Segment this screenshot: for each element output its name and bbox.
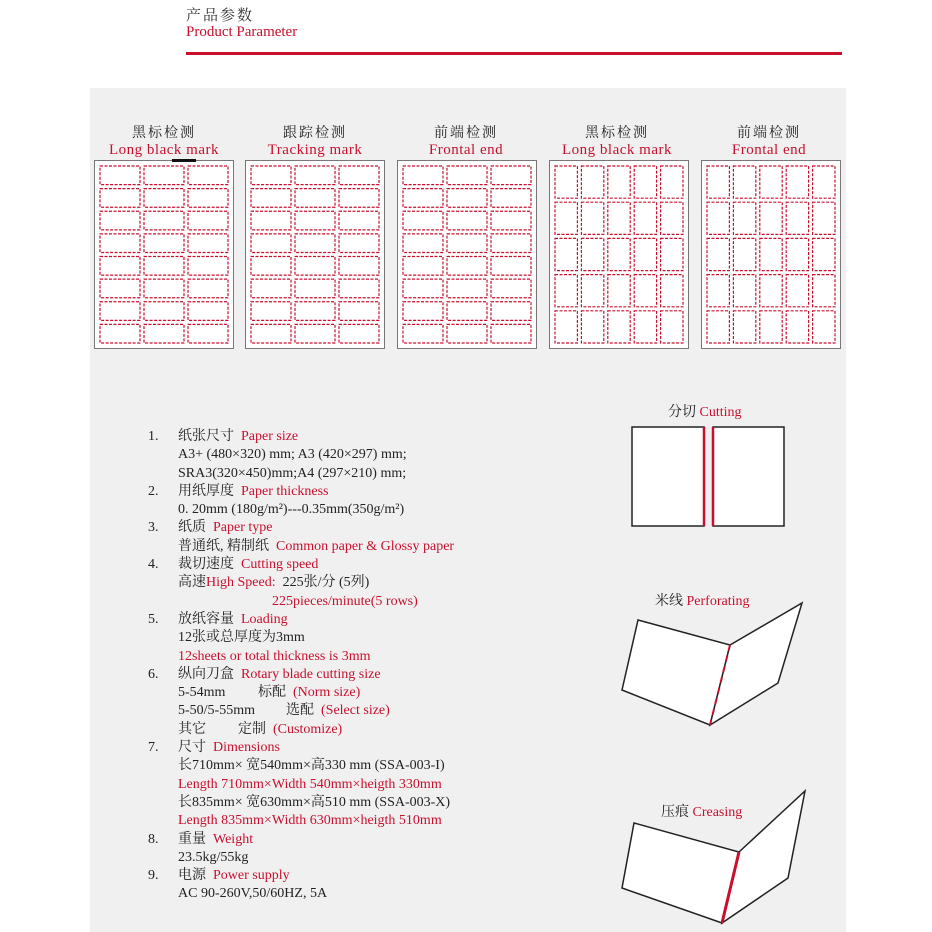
speed-value-cn: 225张/分 (5列) xyxy=(282,575,370,591)
spec-number: 9. xyxy=(148,868,159,884)
label-cell xyxy=(733,275,755,307)
label-cell xyxy=(555,202,577,234)
blade-option-cn: 标配 xyxy=(258,685,286,701)
label-cell xyxy=(813,275,835,307)
label-cell xyxy=(447,166,487,185)
creasing-diagram xyxy=(620,788,810,928)
sheet-label-3 xyxy=(391,122,541,158)
spec-number: 1. xyxy=(148,429,159,444)
label-cell xyxy=(100,189,140,208)
label-cell xyxy=(188,189,228,208)
label-cell xyxy=(786,311,808,343)
label-cell xyxy=(339,302,379,321)
spec-detail: AC 90-260V,50/60HZ, 5A xyxy=(178,886,328,902)
sheet-label-cn: 黑标检测 xyxy=(585,126,649,141)
spec-en: Rotary blade cutting size xyxy=(241,666,381,682)
spec-detail xyxy=(148,721,608,739)
spec-cn: 重量 xyxy=(178,831,206,847)
label-grid xyxy=(550,161,688,348)
speed-cn: 高速 xyxy=(178,575,206,591)
spec-detail: 0. 20mm (180g/m²)---0.35mm(350g/m²) xyxy=(178,502,405,518)
label-cell xyxy=(144,234,184,253)
spec-item-9 xyxy=(148,867,608,885)
label-cell xyxy=(188,302,228,321)
label-cell xyxy=(447,189,487,208)
label-cell xyxy=(403,257,443,276)
label-cell xyxy=(634,166,656,198)
fold-panel-left xyxy=(622,823,739,923)
label-cell xyxy=(813,166,835,198)
label-cell xyxy=(581,311,603,343)
label-cell xyxy=(760,166,782,198)
blade-size: 5-54mm xyxy=(178,685,226,701)
label-cell xyxy=(634,311,656,343)
label-cell xyxy=(295,189,335,208)
spec-detail: A3+ (480×320) mm; A3 (420×297) mm; xyxy=(178,447,407,463)
header xyxy=(186,0,846,60)
label-cell xyxy=(251,302,291,321)
label-cell xyxy=(339,257,379,276)
spec-en: Weight xyxy=(213,831,254,847)
cutting-diagram xyxy=(620,420,800,535)
page-title-en: Product Parameter xyxy=(186,24,298,40)
cutting-label xyxy=(668,401,742,421)
diagram-label-cn: 米线 xyxy=(655,594,683,609)
label-cell xyxy=(733,202,755,234)
spec-number: 4. xyxy=(148,557,159,573)
label-cell xyxy=(733,166,755,198)
page-title-cn: 产品参数 xyxy=(186,8,255,24)
blade-option-en: (Select size) xyxy=(321,703,390,719)
label-cell xyxy=(760,275,782,307)
label-cell xyxy=(661,275,683,307)
label-cell xyxy=(608,275,630,307)
sheet-label-cn: 前端检测 xyxy=(434,126,498,141)
label-cell xyxy=(100,279,140,298)
label-cell xyxy=(295,279,335,298)
label-cell xyxy=(447,211,487,230)
label-cell xyxy=(581,238,603,270)
spec-detail xyxy=(148,574,608,592)
label-cell xyxy=(339,279,379,298)
spec-en: Dimensions xyxy=(213,740,280,756)
spec-detail xyxy=(148,702,608,720)
spec-detail xyxy=(148,538,608,556)
sheet-long-black-mark xyxy=(94,160,234,349)
label-cell xyxy=(661,311,683,343)
sheet-frontal-end-5x5 xyxy=(701,160,841,349)
label-cell xyxy=(295,166,335,185)
label-cell xyxy=(491,166,531,185)
label-cell xyxy=(188,279,228,298)
spec-number: 2. xyxy=(148,483,159,499)
label-cell xyxy=(447,279,487,298)
label-cell xyxy=(188,257,228,276)
label-cell xyxy=(491,189,531,208)
sheet-label-en: Long black mark xyxy=(109,142,219,158)
label-cell xyxy=(100,234,140,253)
spec-detail: 长710mm× 宽540mm×高330 mm (SSA-003-I) xyxy=(178,758,445,774)
label-cell xyxy=(403,302,443,321)
spec-detail: Length 835mm×Width 630mm×heigth 510mm xyxy=(178,813,442,829)
label-cell xyxy=(447,324,487,343)
label-cell xyxy=(491,302,531,321)
label-cell xyxy=(661,202,683,234)
label-cell xyxy=(251,279,291,298)
label-cell xyxy=(339,189,379,208)
label-cell xyxy=(555,238,577,270)
label-cell xyxy=(661,166,683,198)
label-cell xyxy=(403,279,443,298)
spec-item-2 xyxy=(148,483,608,501)
label-cell xyxy=(251,211,291,230)
label-cell xyxy=(295,257,335,276)
label-cell xyxy=(295,324,335,343)
label-grid xyxy=(95,161,233,348)
spec-list xyxy=(148,428,608,904)
label-cell xyxy=(144,257,184,276)
spec-cn: 纵向刀盒 xyxy=(178,666,234,682)
label-cell xyxy=(707,238,729,270)
diagram-label-en: Cutting xyxy=(699,405,742,420)
header-rule xyxy=(186,52,842,55)
blade-size: 其它 xyxy=(178,721,206,737)
perforating-diagram xyxy=(620,595,810,735)
paper-type-en: Common paper & Glossy paper xyxy=(276,538,455,554)
label-cell xyxy=(188,166,228,185)
label-cell xyxy=(144,211,184,230)
label-cell xyxy=(786,166,808,198)
label-cell xyxy=(339,324,379,343)
spec-detail: 23.5kg/55kg xyxy=(178,849,249,865)
label-cell xyxy=(581,166,603,198)
label-cell xyxy=(707,311,729,343)
spec-en: Paper size xyxy=(241,429,299,444)
label-cell xyxy=(760,238,782,270)
label-cell xyxy=(707,166,729,198)
label-cell xyxy=(403,211,443,230)
spec-cn: 电源 xyxy=(178,868,206,884)
spec-item-7 xyxy=(148,739,608,757)
label-cell xyxy=(661,238,683,270)
label-cell xyxy=(295,234,335,253)
spec-en: Cutting speed xyxy=(241,557,319,573)
sheet-label-cn: 黑标检测 xyxy=(132,126,196,141)
label-cell xyxy=(188,324,228,343)
label-cell xyxy=(447,257,487,276)
label-cell xyxy=(786,202,808,234)
label-cell xyxy=(608,166,630,198)
blade-option-en: (Customize) xyxy=(273,721,343,737)
spec-item-3 xyxy=(148,519,608,537)
label-cell xyxy=(760,311,782,343)
label-cell xyxy=(634,202,656,234)
label-cell xyxy=(295,302,335,321)
label-cell xyxy=(144,302,184,321)
label-cell xyxy=(608,202,630,234)
sheet-long-black-mark-5x5 xyxy=(549,160,689,349)
blade-option-cn: 选配 xyxy=(286,703,314,719)
label-cell xyxy=(733,238,755,270)
sheet-label-en: Frontal end xyxy=(428,142,504,158)
spec-detail: 12sheets or total thickness is 3mm xyxy=(178,648,371,664)
label-cell xyxy=(403,166,443,185)
label-cell xyxy=(634,275,656,307)
label-cell xyxy=(144,279,184,298)
cut-sheet-right xyxy=(713,427,784,526)
label-cell xyxy=(403,189,443,208)
label-cell xyxy=(733,311,755,343)
label-cell xyxy=(100,211,140,230)
spec-number: 6. xyxy=(148,666,159,682)
spec-detail: 长835mm× 宽630mm×高510 mm (SSA-003-X) xyxy=(178,794,451,810)
label-grid xyxy=(246,161,384,348)
label-cell xyxy=(447,234,487,253)
label-cell xyxy=(555,275,577,307)
label-cell xyxy=(144,324,184,343)
label-cell xyxy=(608,238,630,270)
spec-detail: 12张或总厚度为3mm xyxy=(178,630,305,646)
label-cell xyxy=(188,234,228,253)
label-cell xyxy=(491,234,531,253)
spec-en: Paper thickness xyxy=(241,483,329,499)
label-cell xyxy=(251,166,291,185)
sheet-label-5 xyxy=(694,122,844,158)
diagram-label-en: Creasing xyxy=(692,805,743,820)
label-cell xyxy=(813,311,835,343)
spec-cn: 纸质 xyxy=(178,520,206,536)
blade-option-en: (Norm size) xyxy=(293,685,361,701)
label-cell xyxy=(707,275,729,307)
sheet-label-1 xyxy=(89,122,239,158)
speed-en: High Speed: xyxy=(206,575,276,591)
diagram-label-cn: 压痕 xyxy=(661,805,689,820)
label-cell xyxy=(491,324,531,343)
cut-sheet-left xyxy=(632,427,704,526)
spec-item-8 xyxy=(148,831,608,849)
label-cell xyxy=(339,166,379,185)
diagram-label-cn: 分切 xyxy=(668,405,696,420)
sheet-label-4 xyxy=(542,122,692,158)
label-cell xyxy=(100,166,140,185)
label-cell xyxy=(608,311,630,343)
label-cell xyxy=(707,202,729,234)
label-cell xyxy=(295,211,335,230)
label-cell xyxy=(491,211,531,230)
sheet-label-2 xyxy=(240,122,390,158)
label-cell xyxy=(634,238,656,270)
label-grid xyxy=(398,161,536,348)
sheet-frontal-end xyxy=(397,160,537,349)
sheet-label-en: Tracking mark xyxy=(267,142,363,158)
blade-option-cn: 定制 xyxy=(238,721,266,737)
spec-cn: 纸张尺寸 xyxy=(178,429,234,444)
label-cell xyxy=(251,234,291,253)
sheet-tracking-mark xyxy=(245,160,385,349)
sheet-label-cn: 跟踪检测 xyxy=(283,126,347,141)
label-cell xyxy=(491,257,531,276)
spec-cn: 裁切速度 xyxy=(178,557,234,573)
spec-cn: 用纸厚度 xyxy=(178,483,234,499)
label-cell xyxy=(555,166,577,198)
label-cell xyxy=(813,202,835,234)
label-grid xyxy=(702,161,840,348)
label-cell xyxy=(251,257,291,276)
label-cell xyxy=(251,189,291,208)
spec-detail xyxy=(148,684,608,702)
label-cell xyxy=(786,275,808,307)
label-cell xyxy=(100,302,140,321)
spec-detail: Length 710mm×Width 540mm×heigth 330mm xyxy=(178,776,442,792)
label-cell xyxy=(760,202,782,234)
spec-item-1 xyxy=(148,428,608,446)
spec-number: 5. xyxy=(148,611,159,627)
spec-number: 7. xyxy=(148,740,159,756)
spec-item-6 xyxy=(148,666,608,684)
spec-en: Power supply xyxy=(213,868,290,884)
label-cell xyxy=(403,324,443,343)
sheet-label-en: Frontal end xyxy=(731,142,807,158)
spec-number: 8. xyxy=(148,831,159,847)
spec-en: Paper type xyxy=(213,520,273,536)
speed-value-en: 225pieces/minute(5 rows) xyxy=(272,593,418,609)
spec-item-4 xyxy=(148,556,608,574)
label-cell xyxy=(403,234,443,253)
blade-size: 5-50/5-55mm xyxy=(178,703,255,719)
label-cell xyxy=(100,257,140,276)
spec-number: 3. xyxy=(148,520,159,536)
spec-detail: SRA3(320×450)mm;A4 (297×210) mm; xyxy=(178,465,407,481)
label-cell xyxy=(251,324,291,343)
label-cell xyxy=(144,189,184,208)
paper-type-cn: 普通纸, 精制纸 xyxy=(178,538,269,554)
label-cell xyxy=(339,234,379,253)
spec-en: Loading xyxy=(241,611,288,627)
label-cell xyxy=(813,238,835,270)
label-cell xyxy=(786,238,808,270)
label-cell xyxy=(491,279,531,298)
black-mark-bar xyxy=(172,159,196,162)
diagram-label-en: Perforating xyxy=(686,594,750,609)
spec-cn: 放纸容量 xyxy=(178,611,234,627)
spec-cn: 尺寸 xyxy=(178,740,206,756)
label-cell xyxy=(447,302,487,321)
label-cell xyxy=(100,324,140,343)
sheet-label-cn: 前端检测 xyxy=(737,126,801,141)
sheet-label-en: Long black mark xyxy=(562,142,672,158)
label-cell xyxy=(581,275,603,307)
spec-item-5 xyxy=(148,611,608,629)
label-cell xyxy=(555,311,577,343)
label-cell xyxy=(144,166,184,185)
label-cell xyxy=(581,202,603,234)
label-cell xyxy=(339,211,379,230)
label-cell xyxy=(188,211,228,230)
